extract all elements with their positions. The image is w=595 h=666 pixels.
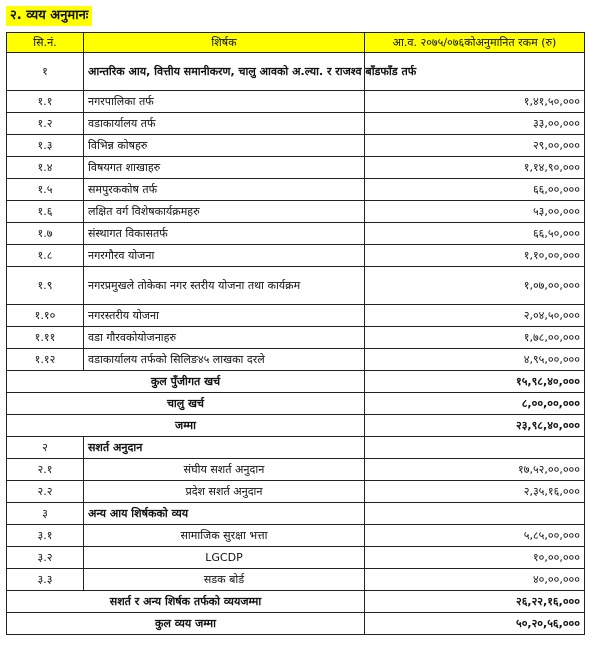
row-sn: ३.२ xyxy=(7,547,84,569)
row-title: विषयगत शाखाहरु xyxy=(84,157,365,179)
section-sn: ३ xyxy=(7,503,84,525)
row-sn: १.१० xyxy=(7,305,84,327)
row-title: नगरपालिका तर्फ xyxy=(84,91,365,113)
subtotal-label: जम्मा xyxy=(7,415,365,437)
total-label: कुल व्यय जम्मा xyxy=(7,613,365,635)
table-row xyxy=(7,157,585,179)
table-row xyxy=(7,525,585,547)
row-sn: १.२ xyxy=(7,113,84,135)
row-amount: ५३,००,००० xyxy=(365,201,585,223)
table-row xyxy=(7,327,585,349)
row-sn: १.१ xyxy=(7,91,84,113)
section-amount xyxy=(365,437,585,459)
row-sn: १.५ xyxy=(7,179,84,201)
row-sn: १.४ xyxy=(7,157,84,179)
table-row xyxy=(7,459,585,481)
row-title: लक्षित वर्ग विशेषकार्यक्रमहरु xyxy=(84,201,365,223)
subtotal-label: चालु खर्च xyxy=(7,393,365,415)
row-title: वडाकार्यालय तर्फको सिलिङ४५ लाखका दरले xyxy=(84,349,365,371)
row-sn: १.६ xyxy=(7,201,84,223)
table-row xyxy=(7,135,585,157)
total-amount: ५०,२०,५६,००० xyxy=(365,613,585,635)
total-amount: २६,२२,१६,००० xyxy=(365,591,585,613)
section-sn: २ xyxy=(7,437,84,459)
row-title: प्रदेश सशर्त अनुदान xyxy=(84,481,365,503)
row-title: विभिन्न कोषहरु xyxy=(84,135,365,157)
table-row xyxy=(7,179,585,201)
column-header-amount: आ.व. २०७५/०७६कोअनुमानित रकम (रु) xyxy=(365,33,585,53)
table-row xyxy=(7,113,585,135)
table-row xyxy=(7,223,585,245)
section-title: सशर्त अनुदान xyxy=(84,437,365,459)
row-title: संघीय सशर्त अनुदान xyxy=(84,459,365,481)
row-sn: १.१२ xyxy=(7,349,84,371)
section-sn: १ xyxy=(7,53,84,91)
row-title: सामाजिक सुरक्षा भत्ता xyxy=(84,525,365,547)
table-header-row xyxy=(7,33,585,53)
row-title: वडा गौरवकोयोजनाहरु xyxy=(84,327,365,349)
subtotal-amount: २३,९८,४०,००० xyxy=(365,415,585,437)
row-amount: २९,००,००० xyxy=(365,135,585,157)
table-row xyxy=(7,547,585,569)
row-amount: १,१४,९०,००० xyxy=(365,157,585,179)
total-label: सशर्त र अन्य शिर्षक तर्फको व्ययजम्मा xyxy=(7,591,365,613)
row-amount: ६६,५०,००० xyxy=(365,223,585,245)
row-amount: १,४१,५०,००० xyxy=(365,91,585,113)
row-title: समपुरककोष तर्फ xyxy=(84,179,365,201)
row-amount: ६६,००,००० xyxy=(365,179,585,201)
table-row xyxy=(7,201,585,223)
table-row xyxy=(7,91,585,113)
subtotal-row-recurrent xyxy=(7,393,585,415)
row-title: संस्थागत विकासतर्फ xyxy=(84,223,365,245)
section-title: आन्तरिक आय, वित्तीय समानीकरण, चालु आवको अ.ल्या. र राजश्व बाँडफाँड तर्फ xyxy=(84,53,365,91)
expenditure-table xyxy=(6,32,585,635)
table-row xyxy=(7,349,585,371)
row-amount: २,०४,५०,००० xyxy=(365,305,585,327)
row-sn: १.७ xyxy=(7,223,84,245)
column-header-sn: सि.नं. xyxy=(7,33,84,53)
total-row-grand xyxy=(7,613,585,635)
section-row xyxy=(7,437,585,459)
row-sn: १.११ xyxy=(7,327,84,349)
row-amount: ४,९५,००,००० xyxy=(365,349,585,371)
row-title: नगरप्रमुखले तोकेका नगर स्तरीय योजना तथा कार्यक्रम xyxy=(84,267,365,305)
row-sn: २.२ xyxy=(7,481,84,503)
row-amount: ३३,००,००० xyxy=(365,113,585,135)
table-row xyxy=(7,305,585,327)
row-sn: १.८ xyxy=(7,245,84,267)
row-title: सडक बोर्ड xyxy=(84,569,365,591)
row-amount: २,३५,१६,००० xyxy=(365,481,585,503)
row-title: LGCDP xyxy=(84,547,365,569)
table-row xyxy=(7,245,585,267)
section-row xyxy=(7,53,585,91)
row-amount: ४०,००,००० xyxy=(365,569,585,591)
row-sn: २.१ xyxy=(7,459,84,481)
row-title: वडाकार्यालय तर्फ xyxy=(84,113,365,135)
table-row xyxy=(7,569,585,591)
section-amount xyxy=(365,503,585,525)
table-row xyxy=(7,267,585,305)
row-sn: १.३ xyxy=(7,135,84,157)
subtotal-amount: १५,९८,४०,००० xyxy=(365,371,585,393)
row-amount: १,१०,००,००० xyxy=(365,245,585,267)
subtotal-label: कुल पुँजीगत खर्च xyxy=(7,371,365,393)
column-header-title: शिर्षक xyxy=(84,33,365,53)
section-row xyxy=(7,503,585,525)
row-sn: १.९ xyxy=(7,267,84,305)
table-row xyxy=(7,481,585,503)
subtotal-amount: ८,००,००,००० xyxy=(365,393,585,415)
subtotal-row-capital xyxy=(7,371,585,393)
total-row-conditional-other xyxy=(7,591,585,613)
row-amount: ५,८५,००,००० xyxy=(365,525,585,547)
row-amount: १,०७,००,००० xyxy=(365,267,585,305)
row-sn: ३.१ xyxy=(7,525,84,547)
row-amount: १७,५२,००,००० xyxy=(365,459,585,481)
section-title: अन्य आय शिर्षकको व्यय xyxy=(84,503,365,525)
row-amount: १,७८,००,००० xyxy=(365,327,585,349)
subtotal-row-total xyxy=(7,415,585,437)
row-amount: १०,००,००० xyxy=(365,547,585,569)
section-heading: २. व्यय अनुमानः xyxy=(6,6,92,26)
row-title: नगरगौरव योजना xyxy=(84,245,365,267)
row-title: नगरस्तरीय योजना xyxy=(84,305,365,327)
row-sn: ३.३ xyxy=(7,569,84,591)
